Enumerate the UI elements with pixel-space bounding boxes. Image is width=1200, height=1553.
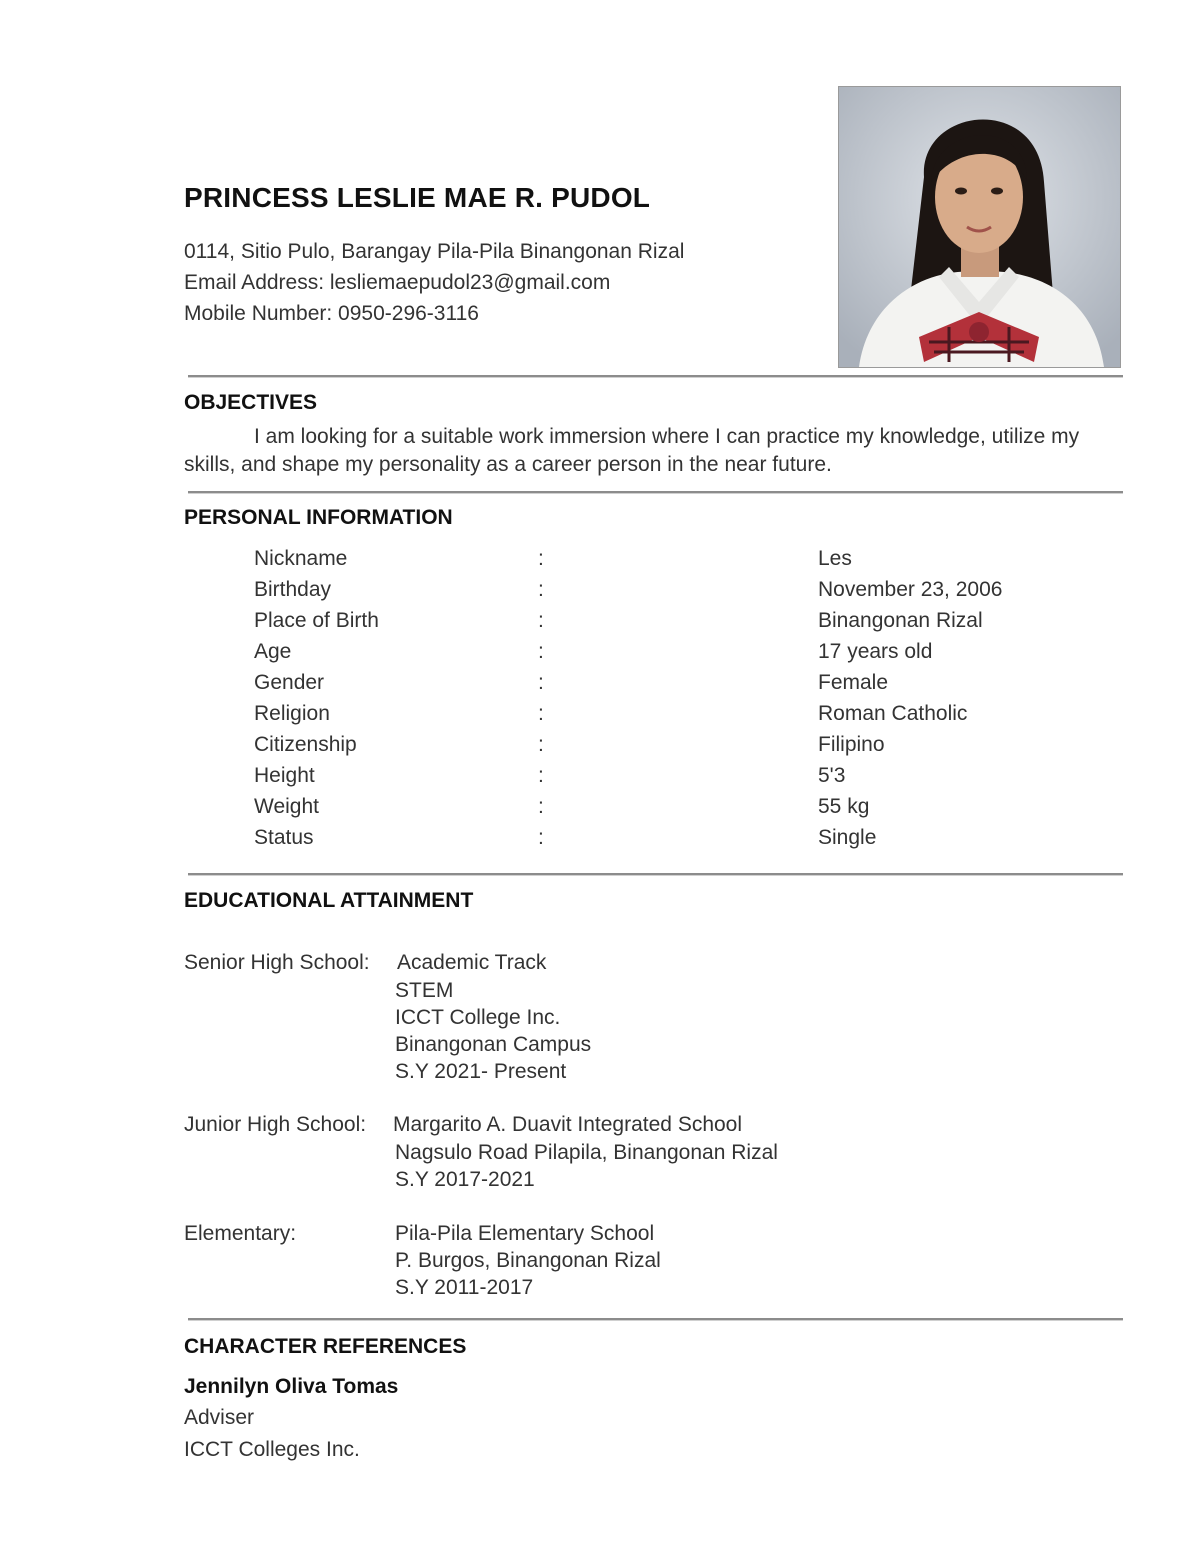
edu-line: Binangonan Campus bbox=[395, 1033, 592, 1056]
divider bbox=[188, 375, 1123, 378]
info-label: Height bbox=[254, 764, 315, 787]
objectives-heading: OBJECTIVES bbox=[184, 391, 318, 414]
info-label: Religion bbox=[254, 702, 330, 725]
info-value: Female bbox=[818, 671, 889, 694]
info-value: 17 years old bbox=[818, 640, 933, 663]
divider bbox=[188, 1318, 1123, 1321]
info-label: Citizenship bbox=[254, 733, 357, 756]
education-heading: EDUCATIONAL ATTAINMENT bbox=[184, 889, 474, 912]
info-value: November 23, 2006 bbox=[818, 578, 1003, 601]
info-value: 5'3 bbox=[818, 764, 846, 787]
info-row-height bbox=[254, 764, 1054, 795]
junior-high-label: Junior High School: bbox=[184, 1113, 367, 1136]
info-row-religion bbox=[254, 702, 1054, 733]
email-text: Email Address: lesliemaepudol23@gmail.com bbox=[184, 271, 611, 294]
info-separator: : bbox=[538, 640, 544, 663]
info-separator: : bbox=[538, 826, 544, 849]
objective-paragraph: I am looking for a suitable work immersion where I can practice my knowledge, utilize my skills, and shape my personality as a career person in the near future. bbox=[184, 425, 1080, 476]
edu-line: Academic Track bbox=[397, 951, 547, 974]
edu-line: S.Y 2017-2021 bbox=[395, 1168, 535, 1191]
info-separator: : bbox=[538, 578, 544, 601]
info-value: 55 kg bbox=[818, 795, 870, 818]
elementary-label: Elementary: bbox=[184, 1222, 297, 1245]
references-heading: CHARACTER REFERENCES bbox=[184, 1335, 467, 1358]
info-value: Filipino bbox=[818, 733, 885, 756]
edu-line: Margarito A. Duavit Integrated School bbox=[393, 1113, 743, 1136]
edu-line: STEM bbox=[395, 979, 454, 1002]
info-label: Weight bbox=[254, 795, 319, 818]
personal-info-heading: PERSONAL INFORMATION bbox=[184, 506, 453, 529]
info-row-place-of-birth bbox=[254, 609, 1054, 640]
mobile-text: Mobile Number: 0950-296-3116 bbox=[184, 302, 479, 325]
info-value: Roman Catholic bbox=[818, 702, 968, 725]
edu-line: Nagsulo Road Pilapila, Binangonan Rizal bbox=[395, 1141, 778, 1164]
edu-line: S.Y 2011-2017 bbox=[395, 1276, 534, 1299]
info-value: Single bbox=[818, 826, 877, 849]
info-separator: : bbox=[538, 764, 544, 787]
divider bbox=[188, 491, 1123, 494]
info-row-age bbox=[254, 640, 1054, 671]
edu-line: Pila-Pila Elementary School bbox=[395, 1222, 655, 1245]
info-row-nickname bbox=[254, 547, 1054, 578]
info-row-status bbox=[254, 826, 1054, 857]
reference-name: Jennilyn Oliva Tomas bbox=[184, 1375, 399, 1398]
info-separator: : bbox=[538, 702, 544, 725]
applicant-name: PRINCESS LESLIE MAE R. PUDOL bbox=[184, 182, 651, 213]
info-label: Gender bbox=[254, 671, 325, 694]
info-label: Place of Birth bbox=[254, 609, 379, 632]
objective-text bbox=[184, 423, 1104, 479]
info-separator: : bbox=[538, 609, 544, 632]
info-label: Status bbox=[254, 826, 314, 849]
info-separator: : bbox=[538, 547, 544, 570]
address-text: 0114, Sitio Pulo, Barangay Pila-Pila Binangonan Rizal bbox=[184, 240, 685, 263]
info-row-birthday bbox=[254, 578, 1054, 609]
info-row-weight bbox=[254, 795, 1054, 826]
contact-block bbox=[184, 236, 684, 329]
reference-position: Adviser bbox=[184, 1406, 255, 1429]
senior-high-label: Senior High School: bbox=[184, 951, 370, 974]
info-row-gender bbox=[254, 671, 1054, 702]
info-separator: : bbox=[538, 671, 544, 694]
divider bbox=[188, 873, 1123, 876]
applicant-photo bbox=[838, 86, 1121, 368]
info-label: Nickname bbox=[254, 547, 348, 570]
info-label: Birthday bbox=[254, 578, 332, 601]
edu-line: ICCT College Inc. bbox=[395, 1006, 561, 1029]
info-row-citizenship bbox=[254, 733, 1054, 764]
info-label: Age bbox=[254, 640, 292, 663]
info-value: Binangonan Rizal bbox=[818, 609, 983, 632]
edu-line: S.Y 2021- Present bbox=[395, 1060, 567, 1083]
reference-organization: ICCT Colleges Inc. bbox=[184, 1438, 360, 1461]
info-separator: : bbox=[538, 733, 544, 756]
edu-line: P. Burgos, Binangonan Rizal bbox=[395, 1249, 661, 1272]
info-value: Les bbox=[818, 547, 852, 570]
info-separator: : bbox=[538, 795, 544, 818]
